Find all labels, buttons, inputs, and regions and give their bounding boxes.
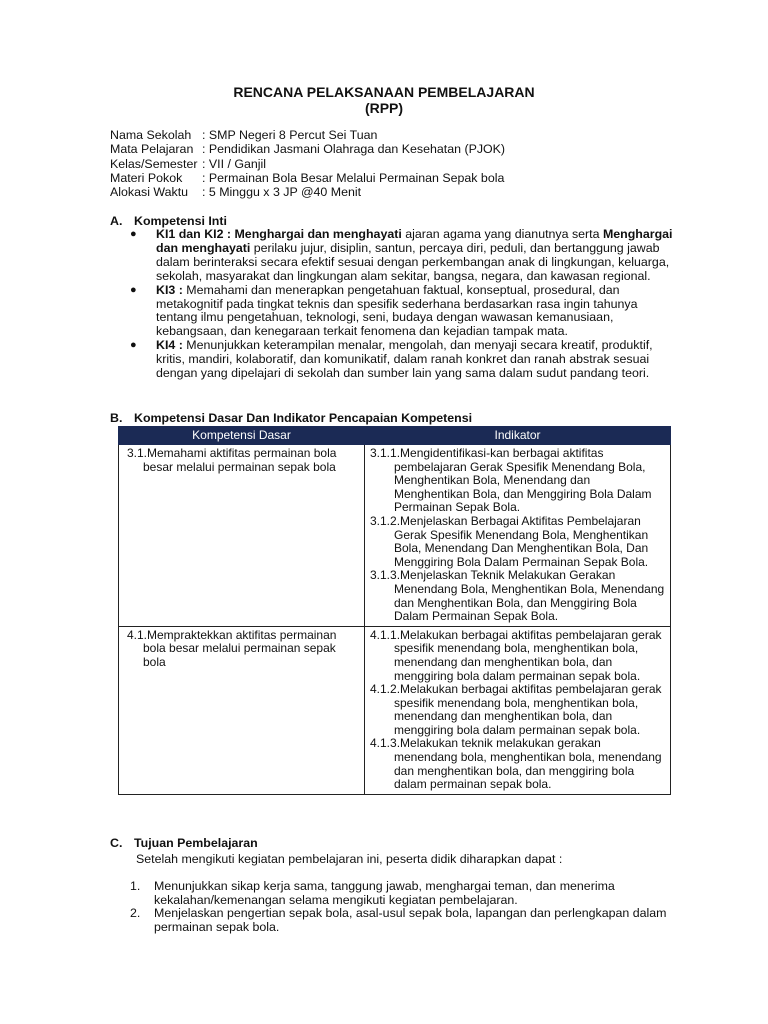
ki-lead: KI4 : — [156, 338, 183, 353]
section-letter: B. — [110, 411, 123, 425]
table-header-row — [119, 427, 671, 445]
column-header-kd: Kompetensi Dasar — [119, 427, 365, 445]
indicator-item: 4.1.1.Melakukan berbagai aktifitas pembelajaran gerak spesifik menendang bola, menghentikan bola, menendang dan menghentikan bola, dan menggiring bola dalam permainan sepak bola. — [370, 627, 662, 683]
indicator-item: 3.1.2.Menjelaskan Berbagai Aktifitas Pembelajaran Gerak Spesifik Menendang Bola, Menghentikan Bola, Menendang Dan Menghentikan Bola, Dan Menggiring Bola Dalam Permainan Sepak Bola. — [370, 513, 649, 569]
indicator-item: 3.1.1.Mengidentifikasi-kan berbagai aktifitas pembelajaran Gerak Spesifik Menendang Bola, Menghentikan Bola, Menendang dan Menghentikan Bola, dan Menggiring Bola Dalam Permainan Sepak Bola. — [370, 446, 652, 515]
meta-value: : 5 Minggu x 3 JP @40 Menit — [202, 185, 362, 200]
kd-text: 3.1.Memahami aktifitas permainan bola besar melalui permainan sepak bola — [127, 446, 337, 474]
kd-cell — [119, 626, 365, 794]
competency-table — [118, 426, 671, 795]
meta-row — [110, 157, 505, 171]
meta-label: Mata Pelajaran — [110, 142, 194, 157]
meta-label: Alokasi Waktu — [110, 185, 189, 200]
meta-value: : Permainan Bola Besar Melalui Permainan Sepak bola — [202, 170, 505, 185]
section-a-heading — [110, 214, 227, 228]
meta-label: Nama Sekolah — [110, 128, 192, 142]
indicator-item: 3.1.3.Menjelaskan Teknik Melakukan Gerakan Menendang Bola, Menghentikan Bola, Menendang dan Menghentikan Bola, dan Menggiring Bola Dalam Permainan Sepak Bola. — [370, 568, 665, 624]
document-title: RENCANA PELAKSANAAN PEMBELAJARAN — [233, 84, 535, 100]
meta-row — [110, 185, 505, 199]
indicator-cell — [365, 626, 671, 794]
identity-block — [110, 128, 505, 199]
meta-row — [110, 128, 505, 142]
kd-text: 4.1.Mempraktekkan aktifitas permainan bola besar melalui permainan sepak bola — [127, 627, 337, 669]
ki-lead-2: Menghargai dan menghayati — [156, 227, 673, 255]
meta-row — [110, 142, 505, 156]
goal-list — [130, 880, 670, 934]
meta-value: : VII / Ganjil — [202, 156, 267, 171]
table-row — [119, 626, 671, 794]
section-b-heading — [110, 411, 472, 425]
section-c-heading — [110, 836, 258, 850]
goal-text: Menunjukkan sikap kerja sama, tanggung jawab, menghargai teman, dan menerima kekalahan/kemenangan selama mengikuti kegiatan pembelajaran. — [154, 879, 615, 907]
ki-list — [130, 227, 676, 381]
meta-label: Materi Pokok — [110, 170, 183, 185]
list-item — [130, 282, 676, 340]
meta-value: : Pendidikan Jasmani Olahraga dan Kesehatan (PJOK) — [202, 142, 506, 157]
list-item — [130, 907, 670, 934]
bullet-icon: ● — [130, 283, 137, 296]
section-title: Tujuan Pembelajaran — [134, 836, 258, 850]
meta-label: Kelas/Semester — [110, 156, 198, 171]
ki-lead: KI3 : — [156, 282, 183, 297]
ki-text-2: perilaku jujur, disiplin, santun, percaya diri, peduli, dan bertanggung jawab dalam berinteraksi secara efektif sesuai dengan perkembangan anak di lingkungan, keluarga, sekolah, masyarakat dan lingkungan alam sekitar, bangsa, negara, dan kawasan regional. — [156, 240, 670, 283]
kd-cell — [119, 445, 365, 627]
ki-text: Memahami dan menerapkan pengetahuan faktual, konseptual, prosedural, dan metakognitif pada tingkat teknis dan spesifik sederhana berdasarkan rasa ingin tahunya tentang ilmu pengetahuan, teknologi, seni, budaya dengan wawasan kemanusiaan, kebangsaan, dan kenegaraan terkait fenomena dan kejadian tampak mata. — [156, 282, 638, 339]
ki-lead: KI1 dan KI2 : Menghargai dan menghayati — [156, 227, 402, 241]
indicator-item: 4.1.3.Melakukan teknik melakukan gerakan menendang bola, menghentikan bola, menendang dan menghentikan bola, dan menggiring bola dalam permainan sepak bola. — [370, 736, 662, 792]
goals-intro: Setelah mengikuti kegiatan pembelajaran ini, peserta didik diharapkan dapat : — [136, 852, 563, 866]
document-subtitle: (RPP) — [364, 100, 404, 116]
list-item — [130, 227, 676, 284]
goal-number: 2. — [130, 906, 141, 921]
section-letter: A. — [110, 214, 123, 228]
section-title: Kompetensi Dasar Dan Indikator Pencapaian Kompetensi — [134, 411, 473, 425]
goal-text: Menjelaskan pengertian sepak bola, asal-usul sepak bola, lapangan dan perlengkapan dalam permainan sepak bola. — [154, 906, 667, 934]
list-item — [130, 880, 670, 907]
list-item — [130, 338, 676, 381]
goal-number: 1. — [130, 879, 141, 893]
meta-row — [110, 171, 505, 185]
column-header-indicator: Indikator — [365, 427, 671, 445]
table-row — [119, 445, 671, 627]
bullet-icon: ● — [130, 228, 137, 240]
meta-value: : SMP Negeri 8 Percut Sei Tuan — [202, 128, 378, 142]
section-title: Kompetensi Inti — [134, 214, 227, 228]
bullet-icon: ● — [130, 339, 137, 352]
indicator-cell — [365, 445, 671, 627]
ki-text: Menunjukkan keterampilan menalar, mengolah, dan menyaji secara kreatif, produktif, kritis, mandiri, kolaboratif, dan komunikatif, dalam ranah konkret dan ranah abstrak sesuai dengan yang dipelajari di sekolah dan sumber lain yang sama dalam sudut pandang teori. — [156, 338, 653, 381]
ki-text: ajaran agama yang dianutnya serta — [401, 227, 603, 241]
section-letter: C. — [110, 836, 123, 850]
indicator-item: 4.1.2.Melakukan berbagai aktifitas pembelajaran gerak spesifik menendang bola, menghentikan bola, menendang dan menghentikan bola, dan menggiring bola dalam permainan sepak bola. — [370, 682, 662, 737]
